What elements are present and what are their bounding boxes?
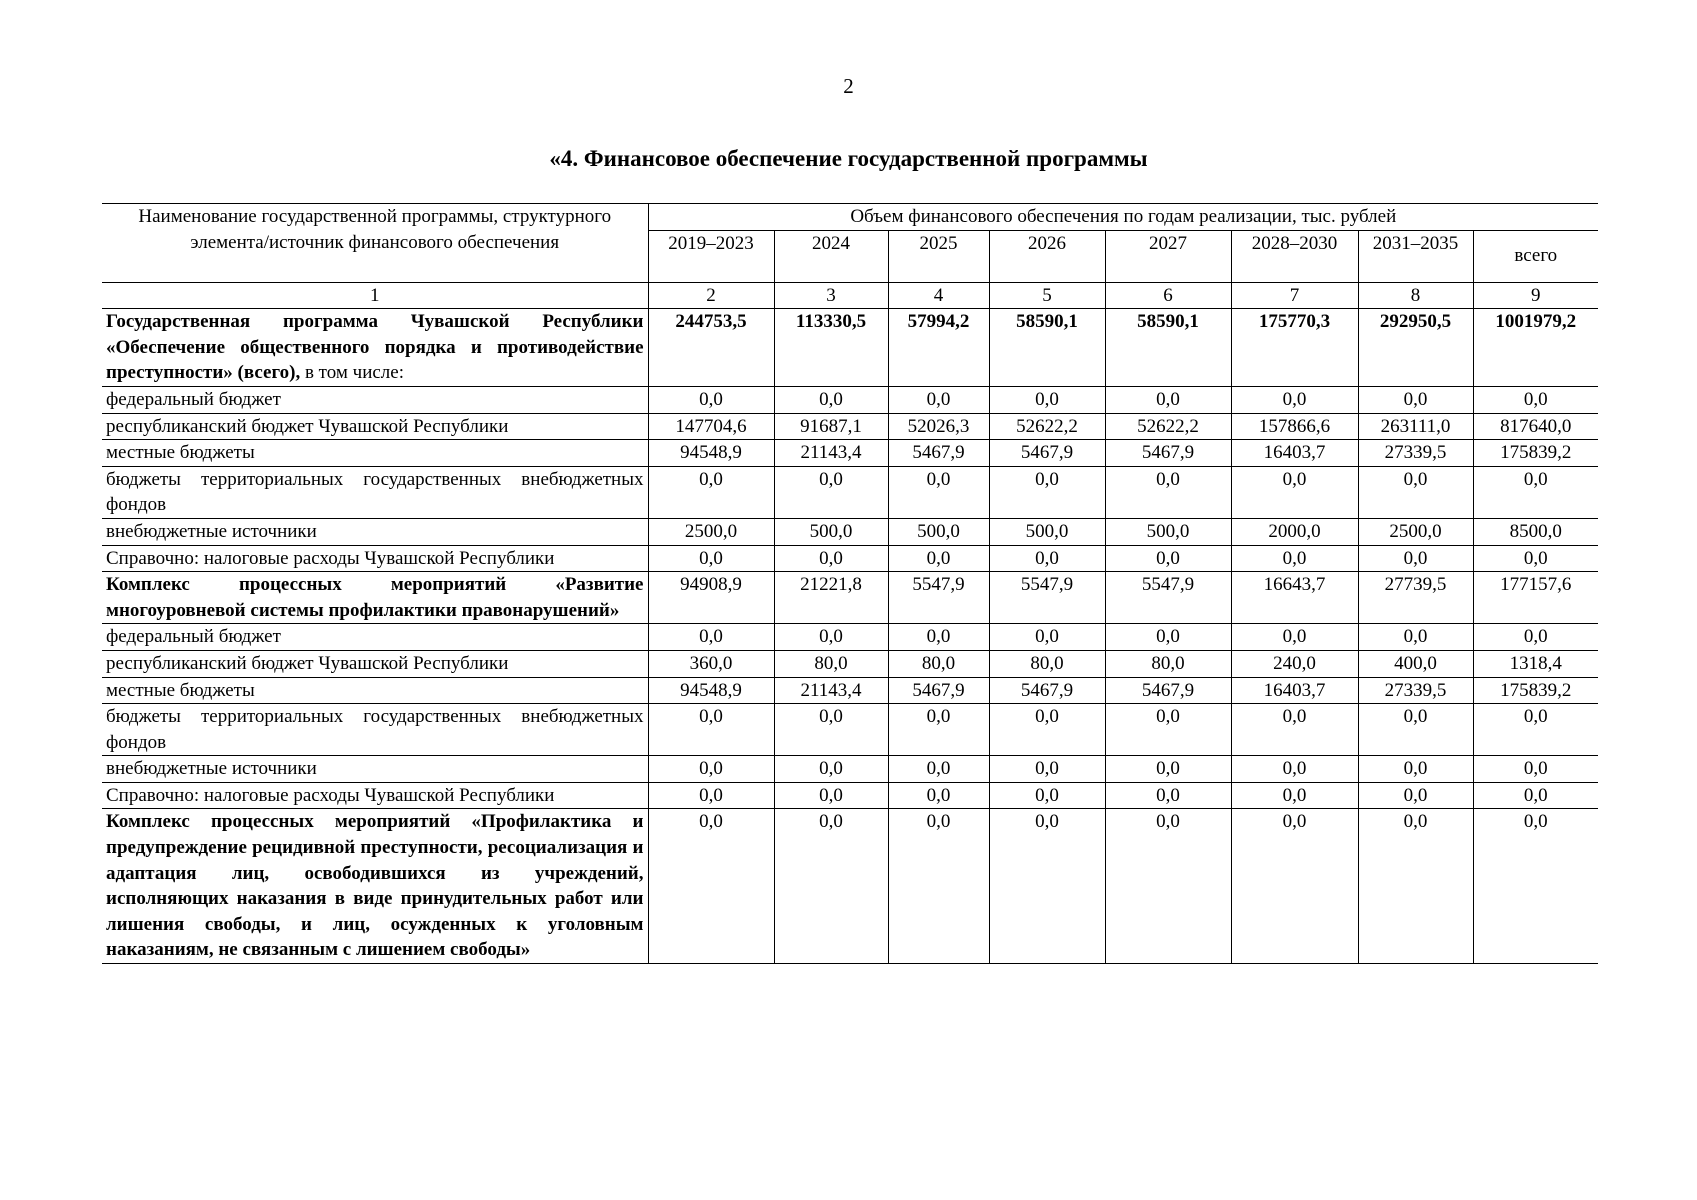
value-cell: 58590,1 — [989, 309, 1105, 387]
value-cell: 175770,3 — [1231, 309, 1358, 387]
total-value-cell: 1318,4 — [1473, 650, 1598, 677]
total-value-cell: 0,0 — [1473, 545, 1598, 572]
value-cell: 0,0 — [1231, 624, 1358, 651]
column-number: 6 — [1105, 282, 1231, 309]
year-header: 2025 — [888, 230, 989, 282]
table-row — [102, 782, 1598, 809]
value-cell: 0,0 — [1105, 704, 1231, 756]
row-name-cell — [102, 756, 648, 783]
value-cell: 0,0 — [774, 624, 888, 651]
value-cell: 0,0 — [989, 386, 1105, 413]
page-number: 2 — [843, 74, 854, 98]
row-name: Справочно: налоговые расходы Чувашской Республики — [106, 784, 555, 806]
row-name: местные бюджеты — [106, 679, 255, 701]
value-cell: 0,0 — [1358, 704, 1473, 756]
value-cell: 2500,0 — [1358, 518, 1473, 545]
year-header: 2019–2023 — [648, 230, 774, 282]
table-row — [102, 518, 1598, 545]
column-number: 8 — [1358, 282, 1473, 309]
total-header: всего — [1473, 230, 1598, 282]
value-cell: 5467,9 — [1105, 440, 1231, 467]
value-cell: 0,0 — [888, 782, 989, 809]
value-cell: 0,0 — [1105, 545, 1231, 572]
table-row — [102, 386, 1598, 413]
value-cell: 0,0 — [774, 704, 888, 756]
table-row — [102, 809, 1598, 964]
value-cell: 0,0 — [1231, 545, 1358, 572]
row-name: федеральный бюджет — [106, 626, 281, 648]
value-cell: 94548,9 — [648, 677, 774, 704]
value-cell: 21143,4 — [774, 677, 888, 704]
value-cell: 0,0 — [1231, 756, 1358, 783]
total-value-cell: 0,0 — [1473, 466, 1598, 518]
value-cell: 0,0 — [648, 466, 774, 518]
total-value-cell: 0,0 — [1473, 809, 1598, 964]
value-cell: 0,0 — [989, 809, 1105, 964]
total-value-cell: 1001979,2 — [1473, 309, 1598, 387]
table-row — [102, 309, 1598, 387]
value-cell: 0,0 — [1231, 386, 1358, 413]
value-cell: 157866,6 — [1231, 413, 1358, 440]
row-name-cell — [102, 650, 648, 677]
value-cell: 0,0 — [888, 386, 989, 413]
value-cell: 360,0 — [648, 650, 774, 677]
total-value-cell: 177157,6 — [1473, 572, 1598, 624]
value-cell: 52622,2 — [1105, 413, 1231, 440]
row-name: республиканский бюджет Чувашской Республики — [106, 652, 509, 674]
row-name-cell — [102, 704, 648, 756]
value-cell: 0,0 — [774, 466, 888, 518]
value-cell: 0,0 — [774, 782, 888, 809]
value-cell: 0,0 — [1358, 756, 1473, 783]
value-cell: 5467,9 — [989, 677, 1105, 704]
value-cell: 0,0 — [888, 704, 989, 756]
table-row — [102, 704, 1598, 756]
row-name: Справочно: налоговые расходы Чувашской Республики — [106, 547, 555, 569]
total-value-cell: 817640,0 — [1473, 413, 1598, 440]
value-cell: 94548,9 — [648, 440, 774, 467]
value-cell: 0,0 — [1105, 386, 1231, 413]
year-header: 2024 — [774, 230, 888, 282]
row-name-cell — [102, 545, 648, 572]
table-row — [102, 650, 1598, 677]
value-cell: 94908,9 — [648, 572, 774, 624]
value-cell: 0,0 — [888, 466, 989, 518]
value-cell: 58590,1 — [1105, 309, 1231, 387]
value-cell: 0,0 — [989, 756, 1105, 783]
row-name-cell — [102, 386, 648, 413]
header-funding-volume: Объем финансового обеспечения по годам реализации, тыс. рублей — [648, 204, 1598, 231]
value-cell: 0,0 — [888, 624, 989, 651]
value-cell: 0,0 — [1358, 545, 1473, 572]
value-cell: 80,0 — [989, 650, 1105, 677]
row-name: местные бюджеты — [106, 442, 255, 464]
value-cell: 0,0 — [1105, 624, 1231, 651]
value-cell: 5547,9 — [1105, 572, 1231, 624]
value-cell: 0,0 — [648, 756, 774, 783]
row-name-cell — [102, 572, 648, 624]
value-cell: 80,0 — [888, 650, 989, 677]
value-cell: 0,0 — [1231, 809, 1358, 964]
value-cell: 0,0 — [1231, 466, 1358, 518]
value-cell: 400,0 — [1358, 650, 1473, 677]
table-row — [102, 756, 1598, 783]
row-name: внебюджетные источники — [106, 758, 317, 780]
row-name-cell — [102, 440, 648, 467]
row-name: бюджеты территориальных государственных внебюджетных фондов — [106, 706, 644, 753]
table-row — [102, 413, 1598, 440]
row-name-cell — [102, 809, 648, 964]
value-cell: 52622,2 — [989, 413, 1105, 440]
column-number: 4 — [888, 282, 989, 309]
total-value-cell: 8500,0 — [1473, 518, 1598, 545]
row-name-cell — [102, 677, 648, 704]
row-name-cell — [102, 413, 648, 440]
value-cell: 27739,5 — [1358, 572, 1473, 624]
total-value-cell: 175839,2 — [1473, 677, 1598, 704]
value-cell: 2000,0 — [1231, 518, 1358, 545]
row-name: внебюджетные источники — [106, 520, 317, 542]
value-cell: 0,0 — [1105, 809, 1231, 964]
table-row — [102, 677, 1598, 704]
value-cell: 0,0 — [989, 782, 1105, 809]
row-name: Комплекс процессных мероприятий «Профилактика и предупреждение рецидивной преступности, ресоциализация и адаптация лиц, освободившихся из учреждений, исполняющих наказания в виде принудительных работ или лишения свободы, и лиц, осужденных к уголовным наказаниям, не связанным с лишением свободы» — [106, 811, 644, 961]
total-value-cell: 0,0 — [1473, 386, 1598, 413]
value-cell: 52026,3 — [888, 413, 989, 440]
section-title: «4. Финансовое обеспечение государственной программы — [549, 146, 1148, 171]
row-name-cell — [102, 309, 648, 387]
value-cell: 0,0 — [1358, 809, 1473, 964]
row-name: Комплекс процессных мероприятий «Развитие многоуровневой системы профилактики правонарушений» — [106, 574, 644, 621]
row-name: Государственная программа Чувашской Республики «Обеспечение общественного порядка и противодействие преступности» (всего), — [106, 311, 644, 384]
value-cell: 0,0 — [648, 704, 774, 756]
table-row — [102, 545, 1598, 572]
value-cell: 0,0 — [989, 466, 1105, 518]
value-cell: 2500,0 — [648, 518, 774, 545]
value-cell: 0,0 — [1105, 782, 1231, 809]
value-cell: 0,0 — [1358, 624, 1473, 651]
row-name: бюджеты территориальных государственных внебюджетных фондов — [106, 468, 644, 516]
value-cell: 147704,6 — [648, 413, 774, 440]
value-cell: 5547,9 — [989, 572, 1105, 624]
value-cell: 500,0 — [888, 518, 989, 545]
value-cell: 0,0 — [648, 386, 774, 413]
value-cell: 21221,8 — [774, 572, 888, 624]
value-cell: 0,0 — [1358, 386, 1473, 413]
row-name: республиканский бюджет Чувашской Республики — [106, 415, 509, 437]
value-cell: 292950,5 — [1358, 309, 1473, 387]
row-name-suffix: в том числе: — [300, 362, 404, 384]
value-cell: 27339,5 — [1358, 677, 1473, 704]
value-cell: 57994,2 — [888, 309, 989, 387]
row-name-cell — [102, 624, 648, 651]
value-cell: 113330,5 — [774, 309, 888, 387]
table-row — [102, 466, 1598, 518]
value-cell: 0,0 — [888, 756, 989, 783]
value-cell: 240,0 — [1231, 650, 1358, 677]
year-header: 2028–2030 — [1231, 230, 1358, 282]
value-cell: 0,0 — [648, 624, 774, 651]
value-cell: 80,0 — [1105, 650, 1231, 677]
total-value-cell: 175839,2 — [1473, 440, 1598, 467]
value-cell: 5467,9 — [989, 440, 1105, 467]
value-cell: 500,0 — [989, 518, 1105, 545]
value-cell: 0,0 — [989, 624, 1105, 651]
value-cell: 16403,7 — [1231, 677, 1358, 704]
column-number: 1 — [102, 282, 648, 309]
value-cell: 80,0 — [774, 650, 888, 677]
value-cell: 244753,5 — [648, 309, 774, 387]
value-cell: 0,0 — [1358, 782, 1473, 809]
column-number: 5 — [989, 282, 1105, 309]
value-cell: 16643,7 — [1231, 572, 1358, 624]
total-value-cell: 0,0 — [1473, 624, 1598, 651]
total-value-cell: 0,0 — [1473, 704, 1598, 756]
value-cell: 21143,4 — [774, 440, 888, 467]
table-row — [102, 440, 1598, 467]
value-cell: 0,0 — [888, 809, 989, 964]
row-name-cell — [102, 782, 648, 809]
column-number: 7 — [1231, 282, 1358, 309]
value-cell: 0,0 — [888, 545, 989, 572]
value-cell: 5467,9 — [1105, 677, 1231, 704]
value-cell: 0,0 — [1231, 782, 1358, 809]
value-cell: 500,0 — [774, 518, 888, 545]
total-value-cell: 0,0 — [1473, 756, 1598, 783]
value-cell: 16403,7 — [1231, 440, 1358, 467]
column-number: 3 — [774, 282, 888, 309]
value-cell: 0,0 — [989, 704, 1105, 756]
row-name-cell — [102, 466, 648, 518]
value-cell: 0,0 — [1358, 466, 1473, 518]
value-cell: 0,0 — [774, 809, 888, 964]
value-cell: 5467,9 — [888, 677, 989, 704]
header-name-column: Наименование государственной программы, структурного элемента/источник финансового обеспечения — [102, 204, 648, 283]
year-header: 2031–2035 — [1358, 230, 1473, 282]
value-cell: 0,0 — [648, 545, 774, 572]
value-cell: 0,0 — [774, 545, 888, 572]
table-row — [102, 624, 1598, 651]
value-cell: 0,0 — [774, 386, 888, 413]
value-cell: 0,0 — [648, 782, 774, 809]
column-number: 2 — [648, 282, 774, 309]
value-cell: 5547,9 — [888, 572, 989, 624]
value-cell: 0,0 — [1105, 756, 1231, 783]
total-value-cell: 0,0 — [1473, 782, 1598, 809]
year-header: 2026 — [989, 230, 1105, 282]
value-cell: 27339,5 — [1358, 440, 1473, 467]
value-cell: 0,0 — [989, 545, 1105, 572]
row-name-cell — [102, 518, 648, 545]
value-cell: 0,0 — [648, 809, 774, 964]
value-cell: 91687,1 — [774, 413, 888, 440]
column-number: 9 — [1473, 282, 1598, 309]
value-cell: 0,0 — [774, 756, 888, 783]
year-header: 2027 — [1105, 230, 1231, 282]
financing-table — [102, 203, 1598, 964]
value-cell: 500,0 — [1105, 518, 1231, 545]
table-row — [102, 572, 1598, 624]
value-cell: 5467,9 — [888, 440, 989, 467]
value-cell: 0,0 — [1231, 704, 1358, 756]
value-cell: 0,0 — [1105, 466, 1231, 518]
row-name: федеральный бюджет — [106, 388, 281, 410]
value-cell: 263111,0 — [1358, 413, 1473, 440]
